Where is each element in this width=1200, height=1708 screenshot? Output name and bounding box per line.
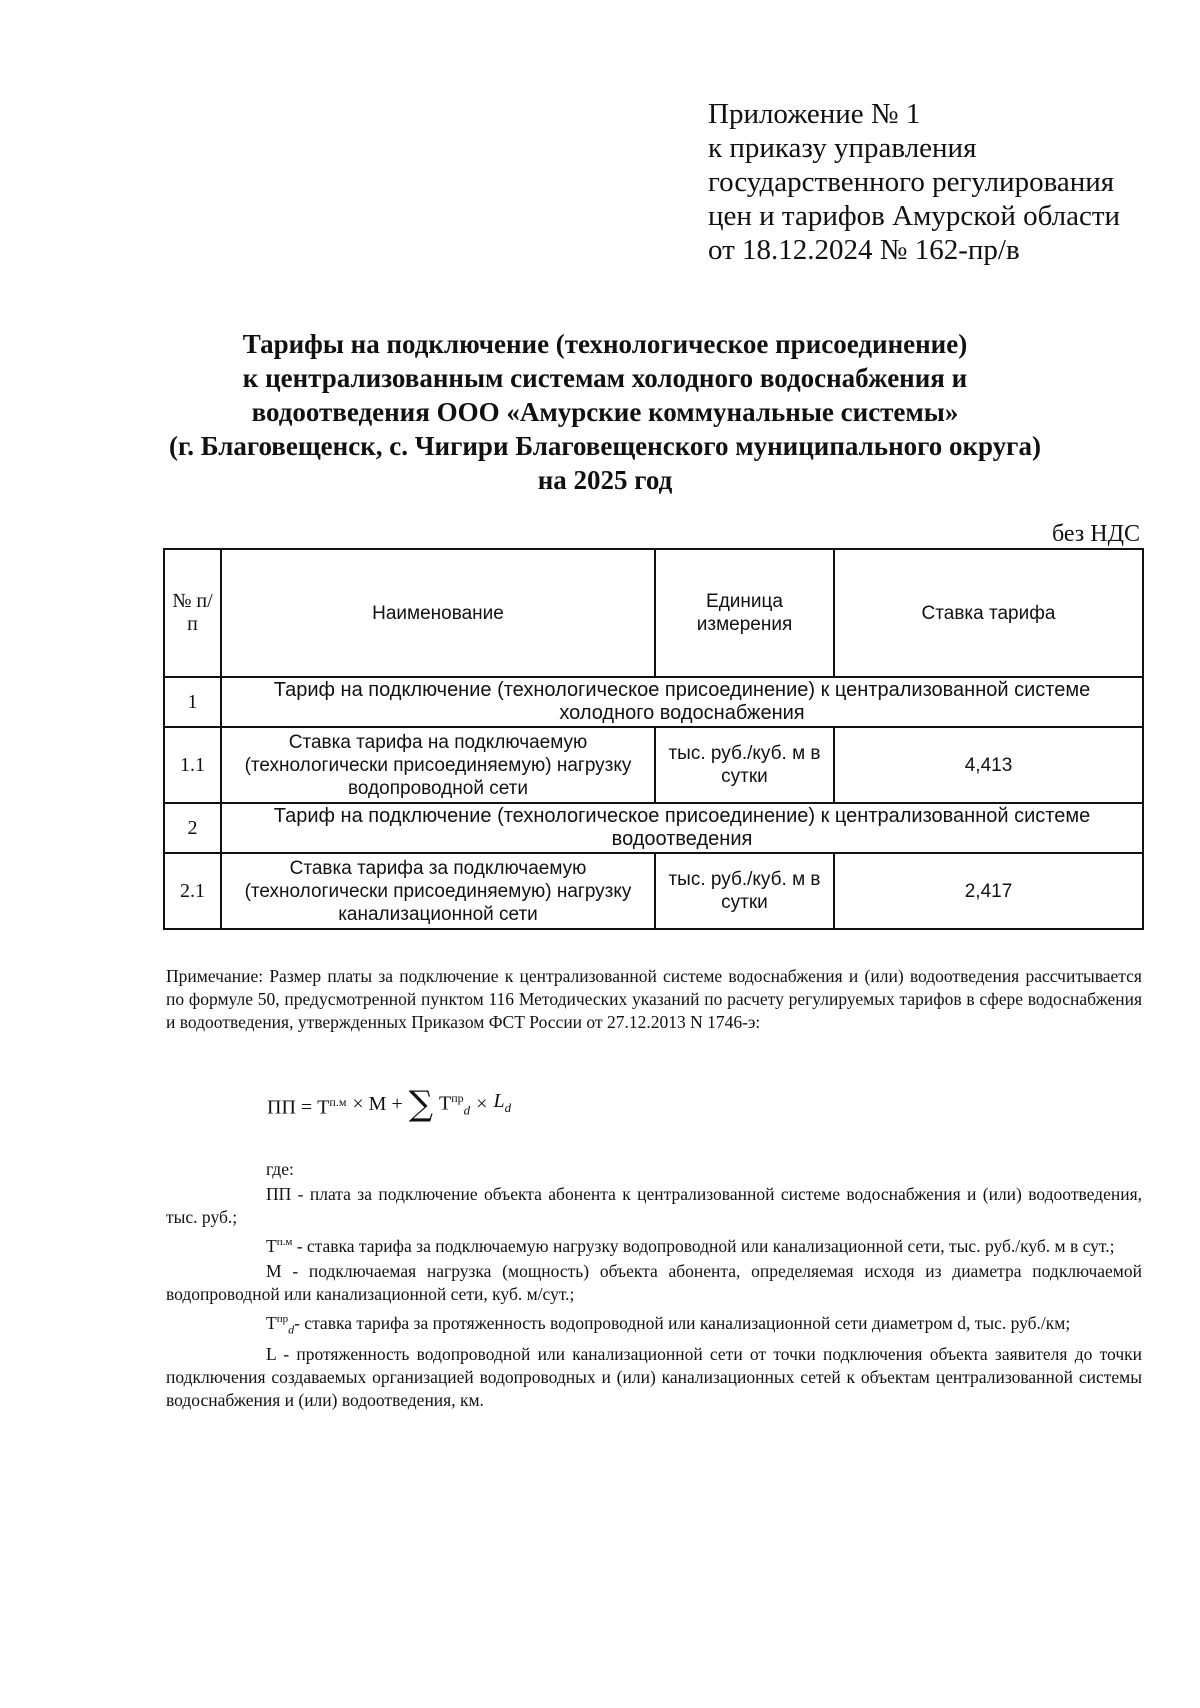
vat-note: без НДС: [1051, 521, 1140, 547]
header-unit: Единица измерения: [655, 549, 834, 677]
appendix-line: государственного регулирования: [708, 166, 1115, 198]
document-title: [140, 327, 1070, 497]
definitions: [166, 1158, 1142, 1414]
appendix-line: цен и тарифов Амурской области: [708, 200, 1121, 232]
title-line: водоотведения ООО «Амурские коммунальные системы»: [251, 397, 959, 427]
definitions-where: где:: [266, 1159, 294, 1179]
note-paragraph: Примечание: Размер платы за подключение к централизованной системе водоснабжения и (или) водоотведения рассчитывается по формуле 50, предусмотренной пунктом 116 Методических указаний по расчету регулируемых тарифов в сфере водоснабжения и водоотведения, утвержденных Приказом ФСТ России от 27.12.2013 N 1746-э:: [166, 966, 1142, 1032]
header-name: Наименование: [221, 549, 655, 677]
definition-l: L - протяженность водопроводной или канализационной сети от точки подключения объекта заявителя до точки подключения создаваемых организацией водопроводных и (или) канализационных сетей к объектам централизованной системы водоснабжения и (или) водоотведения, км.: [166, 1344, 1142, 1411]
appendix-line: к приказу управления: [708, 132, 977, 164]
formula-times-m: × М +: [352, 1093, 403, 1116]
title-line: Тарифы на подключение (технологическое присоединение): [242, 329, 968, 359]
formula-l: $L_d$: [493, 1089, 512, 1115]
row-rate: 2,417: [834, 853, 1143, 929]
row-name: Ставка тарифа за подключаемую (технологически присоединяемую) нагрузку канализационной сети: [221, 853, 655, 929]
tariff-table: [163, 548, 1144, 930]
header-rate: Ставка тарифа: [834, 549, 1143, 677]
appendix-header: [708, 97, 1168, 267]
row-rate: 4,413: [834, 727, 1143, 803]
section-title: Тариф на подключение (технологическое присоединение) к централизованной системе водоотведения: [221, 803, 1143, 853]
appendix-line: от 18.12.2024 № 162-пр/в: [708, 234, 1020, 266]
row-num: 2: [164, 803, 221, 853]
table-row: [164, 677, 1143, 727]
row-name: Ставка тарифа на подключаемую (технологически присоединяемую) нагрузку водопроводной сети: [221, 727, 655, 803]
appendix-line: Приложение № 1: [708, 98, 921, 130]
formula-t2: $Т^{пр}_d$: [439, 1091, 471, 1118]
table-row: [164, 803, 1143, 853]
formula-lhs: ПП = $Т^{п.м}$: [267, 1094, 347, 1119]
definition-m: М - подключаемая нагрузка (мощность) объекта абонента, определяемая исходя из диаметра подключаемой водопроводной или канализационной сети, куб. м/сут.;: [166, 1260, 1142, 1304]
definition-td: $Т^{пр}_d-$ ставка тарифа за протяженность водопроводной или канализационной сети диаметром d, тыс. руб./км;: [266, 1312, 1071, 1337]
title-line: к централизованным системам холодного водоснабжения и: [242, 363, 968, 393]
definition-pp: ПП - плата за подключение объекта абонента к централизованной системе водоснабжения и (или) водоотведения, тыс. руб.;: [166, 1184, 1142, 1227]
sum-icon: ∑: [408, 1084, 434, 1125]
table-header-row: [164, 549, 1143, 677]
table-row: [164, 853, 1143, 929]
row-unit: тыс. руб./куб. м в сутки: [655, 853, 834, 929]
formula-times: ×: [476, 1093, 488, 1116]
header-num: № п/п: [164, 549, 221, 677]
row-unit: тыс. руб./куб. м в сутки: [655, 727, 834, 803]
row-num: 1.1: [164, 727, 221, 803]
section-title: Тариф на подключение (технологическое присоединение) к централизованной системе холодного водоснабжения: [221, 677, 1143, 727]
table-row: [164, 727, 1143, 803]
title-line: (г. Благовещенск, с. Чигири Благовещенского муниципального округа): [169, 431, 1041, 461]
formula: [267, 1083, 511, 1126]
row-num: 1: [164, 677, 221, 727]
definition-t: $Т^{п.м}$ - ставка тарифа за подключаемую нагрузку водопроводной или канализационной сети, тыс. руб./куб. м в сут.;: [266, 1235, 1115, 1256]
title-line: на 2025 год: [537, 465, 673, 495]
row-num: 2.1: [164, 853, 221, 929]
